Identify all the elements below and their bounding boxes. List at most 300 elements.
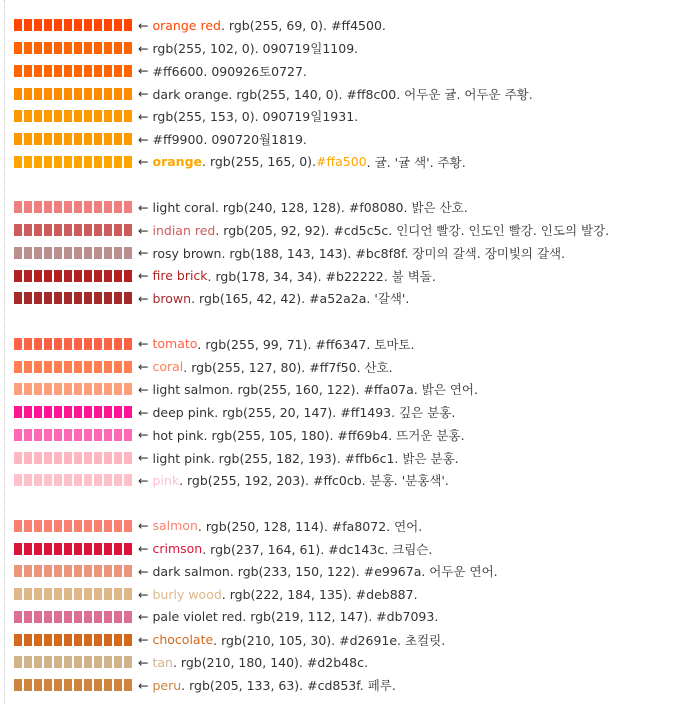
swatch-block <box>114 588 122 600</box>
swatch-block <box>114 611 122 623</box>
swatch-block <box>24 679 32 691</box>
swatch-block <box>24 247 32 259</box>
swatch-block <box>94 224 102 236</box>
color-row <box>14 378 690 401</box>
color-row <box>14 651 690 674</box>
swatch-block <box>94 634 102 646</box>
left-arrow-icon: ← <box>138 222 149 238</box>
swatch-block <box>104 588 112 600</box>
swatch-block <box>14 474 22 486</box>
color-name: peru <box>152 677 182 693</box>
swatch-block <box>64 383 72 395</box>
swatch-block <box>54 543 62 555</box>
swatch-block <box>74 565 82 577</box>
color-description: light pink. rgb(255, 182, 193). #ffb6c1. 밝은 분홍. <box>152 450 459 466</box>
left-arrow-icon: ← <box>138 108 149 124</box>
swatch-block <box>54 292 62 304</box>
swatch-block <box>54 338 62 350</box>
color-swatch <box>14 42 134 54</box>
color-row <box>14 424 690 447</box>
color-row <box>14 105 690 128</box>
swatch-block <box>14 679 22 691</box>
left-arrow-icon: ← <box>138 131 149 147</box>
swatch-block <box>64 406 72 418</box>
swatch-block <box>14 201 22 213</box>
color-row <box>14 606 690 629</box>
color-row <box>14 537 690 560</box>
swatch-block <box>24 65 32 77</box>
color-description: dark orange. rgb(255, 140, 0). #ff8c00. 어두운 귤. 어두운 주황. <box>152 86 533 102</box>
swatch-block <box>24 611 32 623</box>
swatch-block <box>124 611 132 623</box>
swatch-block <box>14 270 22 282</box>
swatch-block <box>24 588 32 600</box>
left-arrow-icon: ← <box>138 609 149 625</box>
swatch-block <box>114 270 122 282</box>
swatch-block <box>24 201 32 213</box>
swatch-block <box>54 361 62 373</box>
swatch-block <box>44 383 52 395</box>
swatch-block <box>44 588 52 600</box>
swatch-block <box>44 247 52 259</box>
left-arrow-icon: ← <box>138 17 149 33</box>
section-gap <box>14 310 690 333</box>
swatch-block <box>14 292 22 304</box>
swatch-block <box>44 224 52 236</box>
swatch-block <box>64 88 72 100</box>
swatch-block <box>124 110 132 122</box>
swatch-block <box>104 65 112 77</box>
swatch-block <box>114 656 122 668</box>
swatch-block <box>84 634 92 646</box>
color-description: . rgb(255, 69, 0). #ff4500. <box>220 17 386 33</box>
color-row <box>14 219 690 242</box>
swatch-block <box>44 406 52 418</box>
swatch-block <box>44 634 52 646</box>
swatch-block <box>84 42 92 54</box>
swatch-block <box>34 338 42 350</box>
swatch-block <box>94 201 102 213</box>
left-arrow-icon: ← <box>138 40 149 56</box>
swatch-block <box>54 156 62 168</box>
color-swatch <box>14 565 134 577</box>
swatch-block <box>104 429 112 441</box>
swatch-block <box>104 520 112 532</box>
swatch-block <box>54 520 62 532</box>
swatch-block <box>94 588 102 600</box>
left-arrow-icon: ← <box>138 359 149 375</box>
swatch-block <box>64 65 72 77</box>
swatch-block <box>64 224 72 236</box>
swatch-block <box>64 565 72 577</box>
swatch-block <box>54 88 62 100</box>
swatch-block <box>44 292 52 304</box>
swatch-block <box>84 429 92 441</box>
color-swatch <box>14 224 134 236</box>
swatch-block <box>94 338 102 350</box>
swatch-block <box>34 292 42 304</box>
swatch-block <box>44 679 52 691</box>
swatch-block <box>104 201 112 213</box>
swatch-block <box>34 65 42 77</box>
swatch-block <box>34 406 42 418</box>
color-swatch <box>14 543 134 555</box>
swatch-block <box>24 270 32 282</box>
swatch-block <box>84 19 92 31</box>
color-description: rosy brown. rgb(188, 143, 143). #bc8f8f. 장미의 갈색. 장미빛의 갈색. <box>152 245 566 261</box>
color-description: . rgb(250, 128, 114). #fa8072. 연어. <box>197 518 423 534</box>
color-row <box>14 287 690 310</box>
color-name: orange <box>152 154 202 170</box>
swatch-block <box>94 406 102 418</box>
swatch-block <box>64 133 72 145</box>
color-name: orange red <box>152 17 221 33</box>
swatch-block <box>54 42 62 54</box>
swatch-block <box>54 133 62 145</box>
swatch-block <box>64 247 72 259</box>
left-arrow-icon: ← <box>138 290 149 306</box>
swatch-block <box>54 611 62 623</box>
color-name: tan <box>152 654 173 670</box>
swatch-block <box>84 88 92 100</box>
left-arrow-icon: ← <box>138 541 149 557</box>
section-gap <box>14 492 690 515</box>
swatch-block <box>124 565 132 577</box>
swatch-block <box>124 338 132 350</box>
swatch-block <box>34 429 42 441</box>
left-arrow-icon: ← <box>138 86 149 102</box>
left-arrow-icon: ← <box>138 427 149 443</box>
swatch-block <box>64 270 72 282</box>
swatch-block <box>114 565 122 577</box>
swatch-block <box>64 42 72 54</box>
swatch-block <box>64 634 72 646</box>
swatch-block <box>74 156 82 168</box>
color-swatch <box>14 361 134 373</box>
swatch-block <box>124 452 132 464</box>
swatch-block <box>64 679 72 691</box>
swatch-block <box>124 42 132 54</box>
swatch-block <box>114 520 122 532</box>
swatch-block <box>54 201 62 213</box>
swatch-block <box>34 224 42 236</box>
swatch-block <box>114 292 122 304</box>
color-description: . rgb(178, 34, 34). #b22222. 불 벽돌. <box>207 268 436 284</box>
swatch-block <box>94 565 102 577</box>
color-swatch <box>14 634 134 646</box>
swatch-block <box>74 224 82 236</box>
swatch-block <box>34 611 42 623</box>
swatch-block <box>74 19 82 31</box>
swatch-block <box>114 474 122 486</box>
swatch-block <box>24 656 32 668</box>
swatch-block <box>94 543 102 555</box>
swatch-block <box>84 338 92 350</box>
swatch-block <box>124 247 132 259</box>
swatch-block <box>24 565 32 577</box>
swatch-block <box>94 42 102 54</box>
left-arrow-icon: ← <box>138 268 149 284</box>
swatch-block <box>14 338 22 350</box>
swatch-block <box>94 65 102 77</box>
swatch-block <box>104 452 112 464</box>
swatch-block <box>44 270 52 282</box>
swatch-block <box>94 520 102 532</box>
swatch-block <box>114 247 122 259</box>
swatch-block <box>74 474 82 486</box>
swatch-block <box>84 520 92 532</box>
color-name: pink <box>152 472 180 488</box>
color-row <box>14 264 690 287</box>
swatch-block <box>74 65 82 77</box>
swatch-block <box>74 361 82 373</box>
swatch-block <box>114 383 122 395</box>
swatch-block <box>44 656 52 668</box>
swatch-block <box>34 634 42 646</box>
color-description: . rgb(165, 42, 42). #a52a2a. '갈색'. <box>191 291 410 307</box>
swatch-block <box>104 679 112 691</box>
color-swatch <box>14 133 134 145</box>
swatch-block <box>84 201 92 213</box>
swatch-block <box>34 156 42 168</box>
swatch-block <box>104 133 112 145</box>
swatch-block <box>104 565 112 577</box>
swatch-block <box>84 611 92 623</box>
swatch-block <box>94 429 102 441</box>
color-name: tomato <box>152 336 198 352</box>
swatch-block <box>64 543 72 555</box>
swatch-block <box>74 679 82 691</box>
swatch-block <box>74 429 82 441</box>
color-row <box>14 151 690 174</box>
swatch-block <box>124 634 132 646</box>
swatch-block <box>84 656 92 668</box>
swatch-block <box>64 361 72 373</box>
swatch-block <box>84 247 92 259</box>
swatch-block <box>104 361 112 373</box>
swatch-block <box>74 520 82 532</box>
color-swatch <box>14 19 134 31</box>
swatch-block <box>124 656 132 668</box>
swatch-block <box>124 88 132 100</box>
swatch-block <box>14 88 22 100</box>
swatch-block <box>74 543 82 555</box>
swatch-block <box>34 565 42 577</box>
swatch-block <box>54 429 62 441</box>
swatch-block <box>84 588 92 600</box>
swatch-block <box>114 19 122 31</box>
swatch-block <box>114 543 122 555</box>
swatch-block <box>14 611 22 623</box>
swatch-block <box>94 361 102 373</box>
color-swatch <box>14 474 134 486</box>
swatch-block <box>124 429 132 441</box>
left-arrow-icon: ← <box>138 586 149 602</box>
color-swatch <box>14 156 134 168</box>
swatch-block <box>124 292 132 304</box>
swatch-block <box>44 429 52 441</box>
left-arrow-icon: ← <box>138 245 149 261</box>
swatch-block <box>54 452 62 464</box>
color-swatch <box>14 338 134 350</box>
swatch-block <box>24 292 32 304</box>
color-description: rgb(255, 102, 0). 090719일1109. <box>152 41 359 57</box>
swatch-block <box>104 406 112 418</box>
left-arrow-icon: ← <box>138 654 149 670</box>
swatch-block <box>44 110 52 122</box>
swatch-block <box>104 19 112 31</box>
color-row <box>14 560 690 583</box>
color-row <box>14 333 690 356</box>
swatch-block <box>34 588 42 600</box>
swatch-block <box>114 361 122 373</box>
color-name: burly wood <box>152 586 222 602</box>
color-row <box>14 401 690 424</box>
swatch-block <box>64 452 72 464</box>
swatch-block <box>124 543 132 555</box>
swatch-block <box>34 270 42 282</box>
color-name: salmon <box>152 518 198 534</box>
swatch-block <box>24 452 32 464</box>
color-row <box>14 37 690 60</box>
swatch-block <box>124 361 132 373</box>
swatch-block <box>124 270 132 282</box>
left-arrow-icon: ← <box>138 199 149 215</box>
swatch-block <box>44 156 52 168</box>
swatch-block <box>54 224 62 236</box>
swatch-block <box>94 19 102 31</box>
swatch-block <box>124 679 132 691</box>
color-swatch <box>14 88 134 100</box>
swatch-block <box>114 201 122 213</box>
swatch-block <box>34 361 42 373</box>
color-swatch <box>14 383 134 395</box>
color-swatch <box>14 588 134 600</box>
swatch-block <box>64 656 72 668</box>
left-arrow-icon: ← <box>138 450 149 466</box>
swatch-block <box>74 201 82 213</box>
swatch-block <box>44 19 52 31</box>
swatch-block <box>64 156 72 168</box>
swatch-block <box>44 42 52 54</box>
swatch-block <box>34 474 42 486</box>
swatch-block <box>84 65 92 77</box>
swatch-block <box>14 156 22 168</box>
left-arrow-icon: ← <box>138 404 149 420</box>
swatch-block <box>14 406 22 418</box>
swatch-block <box>64 110 72 122</box>
color-description: . rgb(255, 127, 80). #ff7f50. 산호. <box>183 359 393 375</box>
color-row <box>14 446 690 469</box>
left-arrow-icon: ← <box>138 677 149 693</box>
swatch-block <box>114 452 122 464</box>
swatch-block <box>24 520 32 532</box>
color-name: coral <box>152 359 184 375</box>
color-description: . rgb(237, 164, 61). #dc143c. 크림슨. <box>202 541 433 557</box>
swatch-block <box>44 133 52 145</box>
swatch-block <box>94 611 102 623</box>
swatch-block <box>14 133 22 145</box>
swatch-block <box>94 270 102 282</box>
swatch-block <box>94 452 102 464</box>
swatch-block <box>94 156 102 168</box>
swatch-block <box>94 133 102 145</box>
swatch-block <box>24 383 32 395</box>
swatch-block <box>54 110 62 122</box>
swatch-block <box>104 156 112 168</box>
swatch-block <box>114 156 122 168</box>
color-description: #ff9900. 090720월1819. <box>152 132 307 148</box>
color-swatch <box>14 201 134 213</box>
color-description: . rgb(255, 165, 0). <box>202 154 317 170</box>
swatch-block <box>104 270 112 282</box>
swatch-block <box>24 133 32 145</box>
swatch-block <box>54 383 62 395</box>
swatch-block <box>114 679 122 691</box>
swatch-block <box>54 588 62 600</box>
swatch-block <box>84 406 92 418</box>
swatch-block <box>84 110 92 122</box>
color-description: . rgb(205, 92, 92). #cd5c5c. 인디언 빨강. 인도인 빨강. 인도의 발강. <box>215 223 610 239</box>
swatch-block <box>24 634 32 646</box>
swatch-block <box>84 270 92 282</box>
swatch-block <box>24 156 32 168</box>
swatch-block <box>44 520 52 532</box>
swatch-block <box>114 110 122 122</box>
swatch-block <box>84 679 92 691</box>
swatch-block <box>64 611 72 623</box>
swatch-block <box>124 588 132 600</box>
swatch-block <box>104 88 112 100</box>
swatch-block <box>84 292 92 304</box>
color-name: crimson <box>152 541 203 557</box>
swatch-block <box>14 656 22 668</box>
left-arrow-icon: ← <box>138 472 149 488</box>
swatch-block <box>64 19 72 31</box>
swatch-block <box>14 42 22 54</box>
swatch-block <box>24 88 32 100</box>
swatch-block <box>94 110 102 122</box>
swatch-block <box>114 634 122 646</box>
color-row <box>14 128 690 151</box>
swatch-block <box>74 42 82 54</box>
swatch-block <box>34 19 42 31</box>
swatch-block <box>94 656 102 668</box>
left-arrow-icon: ← <box>138 381 149 397</box>
color-name: indian red <box>152 222 216 238</box>
swatch-block <box>94 474 102 486</box>
swatch-block <box>114 406 122 418</box>
color-row <box>14 196 690 219</box>
swatch-block <box>34 247 42 259</box>
swatch-block <box>24 42 32 54</box>
swatch-block <box>14 588 22 600</box>
swatch-block <box>124 156 132 168</box>
swatch-block <box>94 88 102 100</box>
swatch-block <box>74 292 82 304</box>
color-swatch <box>14 679 134 691</box>
swatch-block <box>124 19 132 31</box>
color-swatch <box>14 452 134 464</box>
swatch-block <box>34 133 42 145</box>
hex-code-highlight: #ffa500 <box>316 154 367 170</box>
swatch-block <box>14 634 22 646</box>
swatch-block <box>84 361 92 373</box>
swatch-block <box>54 565 62 577</box>
color-name: chocolate <box>152 632 214 648</box>
swatch-block <box>104 543 112 555</box>
left-arrow-icon: ← <box>138 63 149 79</box>
